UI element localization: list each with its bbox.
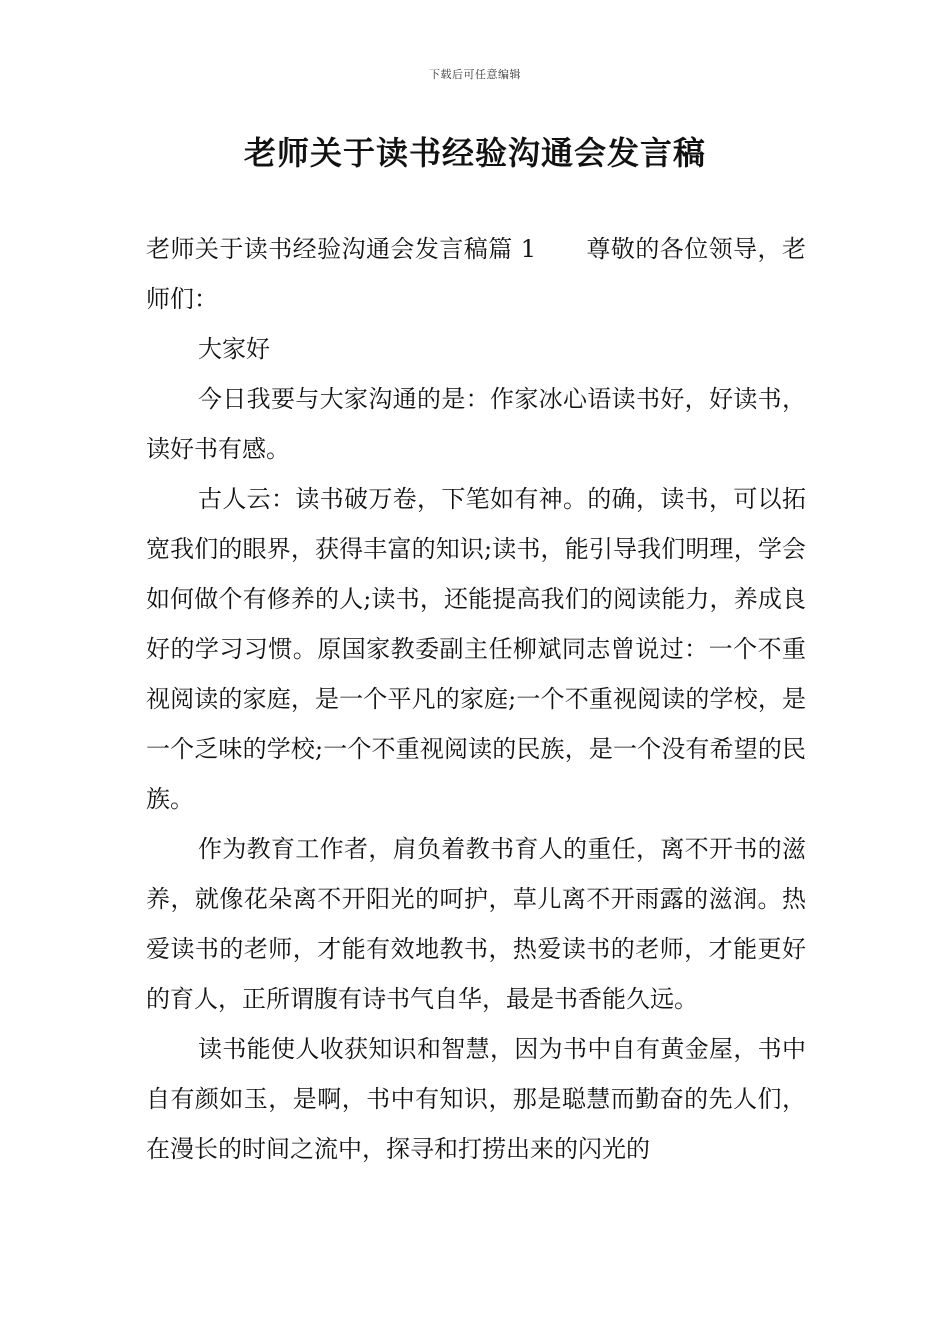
salutation: 尊敬的各位领导，老师们： <box>146 235 806 313</box>
paragraph-ancient-saying: 古人云：读书破万卷，下笔如有神。的确，读书，可以拓宽我们的眼界，获得丰富的知识;读书，能引导我们明理，学会如何做个有修养的人;读书，还能提高我们的阅读能力，养成良好的学习习惯。原国家教委副主任柳斌同志曾说过：一个不重视阅读的家庭，是一个平凡的家庭;一个不重视阅读的学校，是一个乏味的学校;一个不重视阅读的民族，是一个没有希望的民族。 <box>146 485 806 813</box>
document-body <box>146 224 806 1174</box>
paragraph-greeting: 大家好 <box>198 335 270 363</box>
paragraph-knowledge: 读书能使人收获知识和智慧，因为书中自有黄金屋，书中自有颜如玉，是啊，书中有知识，那是聪慧而勤奋的先人们，在漫长的时间之流中，探寻和打捞出来的闪光的 <box>146 1035 806 1163</box>
document-title: 老师关于读书经验沟通会发言稿 <box>243 134 706 172</box>
paragraph-educators: 作为教育工作者，肩负着教书育人的重任，离不开书的滋养，就像花朵离不开阳光的呵护，草儿离不开雨露的滋润。热爱读书的老师，才能有效地教书，热爱读书的老师，才能更好的育人，正所谓腹有诗书气自华，最是书香能久远。 <box>146 835 806 1013</box>
section-heading: 老师关于读书经验沟通会发言稿篇 1 <box>146 235 536 263</box>
paragraph-topic: 今日我要与大家沟通的是：作家冰心语读书好，好读书，读好书有感。 <box>146 385 806 463</box>
opening-line <box>146 224 806 324</box>
header-note: 下载后可任意编辑 <box>429 68 521 81</box>
